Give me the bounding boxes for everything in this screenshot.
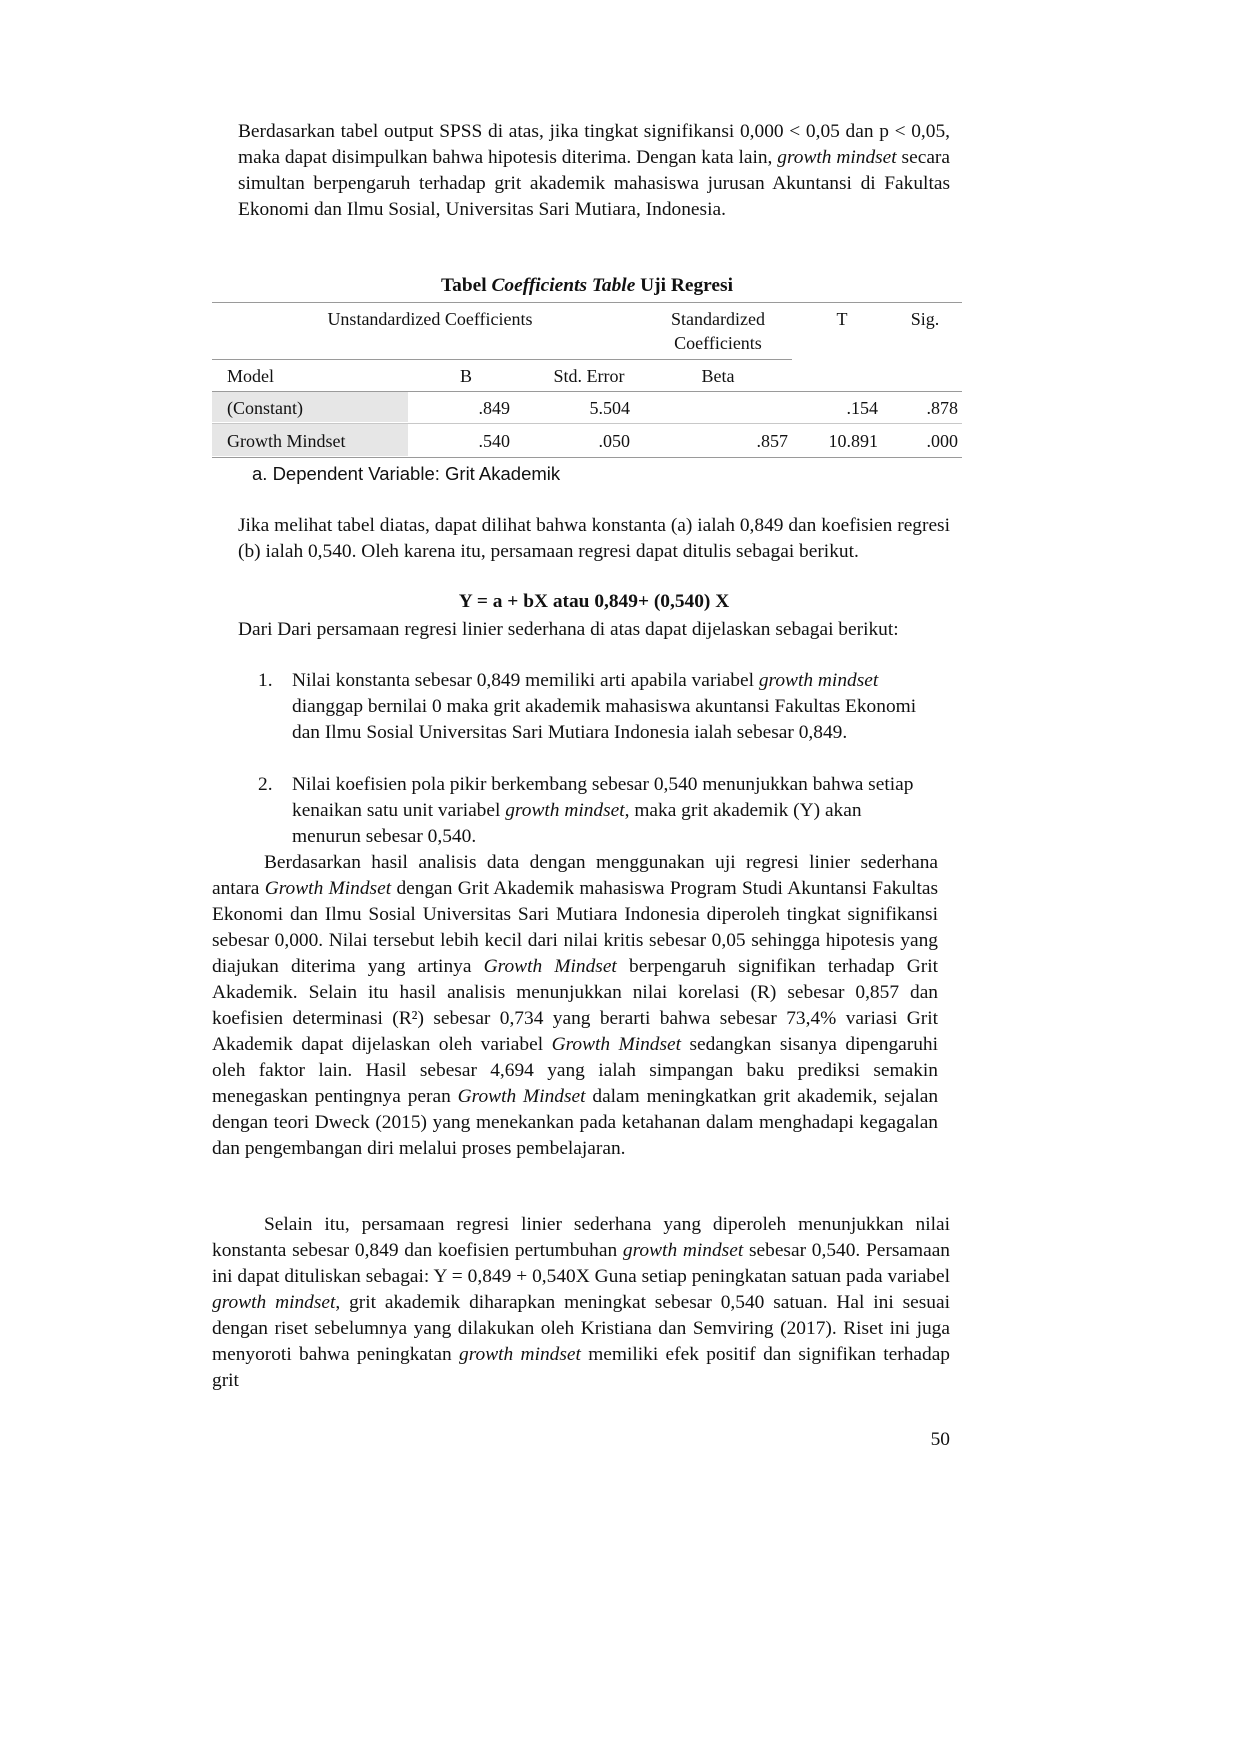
header-std-error: Std. Error — [553, 366, 625, 386]
intro-text-1: Berdasarkan tabel output SPSS di atas, jika tingkat signifikansi 0,000 < 0,05 dan p < 0,05, maka dapat disimpulkan bahwa hipotesis diterima. Dengan kata lain, — [238, 121, 950, 168]
intro-text-italic: growth mindset — [777, 147, 897, 168]
table-top-rule — [212, 302, 962, 303]
row-constant-std-error: 5.504 — [589, 398, 630, 418]
intro-text-3: secara simultan berpengaruh terhadap grit akademik mahasiswa jurusan Akuntansi di Fakultas Ekonomi dan Ilmu Sosial, Universitas Sari Mutiara, Indonesia. — [238, 147, 950, 220]
table-bottom-rule — [212, 457, 962, 458]
intro-paragraph — [238, 119, 950, 223]
row-constant-b: .849 — [478, 398, 510, 418]
list-number: 2. — [258, 774, 273, 795]
page-number: 50 — [930, 1429, 950, 1450]
regression-intro-paragraph: Jika melihat tabel diatas, dapat dilihat bahwa konstanta (a) ialah 0,849 dan koefisien regresi (b) ialah 0,540. Oleh karena itu, persamaan regresi dapat ditulis sebagai berikut. — [238, 515, 950, 562]
header-standardized-1: Standardized — [671, 309, 765, 329]
header-beta: Beta — [701, 366, 735, 386]
table-caption-italic: Coefficients Table — [491, 275, 636, 296]
row-growth-sig: .000 — [926, 431, 958, 451]
row-growth-std-error: .050 — [598, 431, 630, 451]
row-growth-model: Growth Mindset — [227, 431, 346, 451]
explanation-lead-paragraph: Dari Dari persamaan regresi linier sederhana di atas dapat dijelaskan sebagai berikut: — [238, 619, 899, 640]
row-constant-model: (Constant) — [227, 398, 303, 418]
header-sig: Sig. — [910, 309, 940, 329]
list-number: 1. — [258, 670, 273, 691]
header-unstandardized: Unstandardized Coefficients — [327, 309, 533, 329]
header-mid-rule — [212, 359, 792, 360]
table-caption: Tabel Coefficients Table Uji Regresi — [441, 275, 733, 296]
row-growth-beta: .857 — [756, 431, 788, 451]
header-model: Model — [227, 366, 274, 386]
header-standardized-2: Coefficients — [674, 333, 762, 353]
row-constant-sig: .878 — [926, 398, 958, 418]
header-t: T — [836, 309, 848, 329]
analysis-paragraph: Berdasarkan hasil analisis data dengan menggunakan uji regresi linier sederhana antara Growth Mindset dengan Grit Akademik mahasiswa Program Studi Akuntansi Fakultas Ekonomi dan Ilmu Sosial Universitas Sari Mutiara Indonesia diperoleh tingkat signifikansi sebesar 0,000. Nilai tersebut lebih kecil dari nilai kritis sebesar 0,05 sehingga hipotesis yang diajukan diterima yang artinya Growth Mindset berpengaruh signifikan terhadap Grit Akademik. Selain itu hasil analisis menunjukkan nilai korelasi (R) sebesar 0,857 dan koefisien determinasi (R²) sebesar 0,734 yang berarti bahwa sebesar 73,4% variasi Grit Akademik dapat dijelaskan oleh variabel Growth Mindset sedangkan sisanya dipengaruhi oleh faktor lain. Hasil sebesar 4,694 yang ialah simpangan baku prediksi semakin menegaskan pentingnya peran Growth Mindset dalam meningkatkan grit akademik, sejalan dengan teori Dweck (2015) yang menekankan pada ketahanan dalam menghadapi kegagalan dan pengembangan diri melalui proses pembelajaran. — [212, 852, 939, 1159]
table-footnote: a. Dependent Variable: Grit Akademik — [252, 463, 561, 484]
equation-discussion-paragraph: Selain itu, persamaan regresi linier sederhana yang diperoleh menunjukkan nilai konstanta sebesar 0,849 dan koefisien pertumbuhan growth mindset sebesar 0,540. Persamaan ini dapat dituliskan sebagai: Y = 0,849 + 0,540X Guna setiap peningkatan satuan pada variabel growth mindset, grit akademik diharapkan meningkat sebesar 0,540 satuan. Hal ini sesuai dengan riset sebelumnya yang dilakukan oleh Kristiana dan Semviring (2017). Riset ini juga menyoroti bahwa peningkatan growth mindset memiliki efek positif dan signifikan terhadap grit — [212, 1214, 951, 1391]
regression-equation: Y = a + bX atau 0,849+ (0,540) X — [458, 591, 730, 612]
header-b: B — [459, 366, 472, 386]
row-growth-b: .540 — [478, 431, 510, 451]
row-constant-t: .154 — [846, 398, 878, 418]
row-growth-t: 10.891 — [828, 431, 878, 451]
